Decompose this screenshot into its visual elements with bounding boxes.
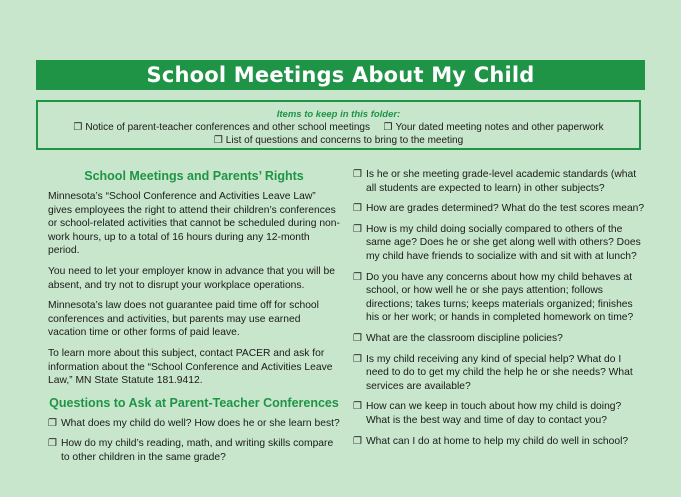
rights-paragraph: You need to let your employer know in advance that you will be absent, and try not to disrupt your workplace operations.	[48, 265, 335, 291]
questions-heading: Questions to Ask at Parent-Teacher Conferences	[49, 395, 339, 410]
question-item	[353, 353, 645, 394]
question-item	[48, 437, 340, 464]
folder-item: Your dated meeting notes and other paperwork	[395, 122, 604, 133]
checkbox-icon: ❐	[73, 122, 83, 133]
checkbox-icon: ❐	[353, 435, 362, 447]
question-item	[353, 271, 645, 325]
checkbox-icon: ❐	[383, 122, 393, 133]
question-text: Is he or she meeting grade-level academic standards (what all students are expected to learn) in other subjects?	[365, 169, 637, 194]
right-column	[353, 168, 645, 455]
question-text: How is my child doing socially compared to others of the same age? Does he or she get along well with others? Does my child have friends to socialize with and sit with at lunch?	[365, 223, 641, 262]
question-item	[353, 168, 645, 195]
checkbox-icon: ❐	[353, 332, 362, 344]
checkbox-icon: ❐	[213, 135, 223, 146]
left-column	[48, 168, 340, 472]
checkbox-icon: ❐	[48, 438, 57, 450]
question-text: Is my child receiving any kind of special help? What do I need to do to get my child the help he or she needs? What services are available?	[365, 353, 633, 392]
checkbox-icon: ❐	[353, 169, 362, 180]
rights-heading: School Meetings and Parents’ Rights	[84, 169, 304, 183]
page-title: School Meetings About My Child	[36, 60, 645, 90]
folder-line-1	[38, 121, 639, 134]
question-item	[48, 417, 340, 431]
folder-item: List of questions and concerns to bring to the meeting	[225, 135, 464, 146]
checkbox-icon: ❐	[353, 223, 362, 235]
checkbox-icon: ❐	[353, 203, 362, 215]
rights-paragraph: To learn more about this subject, contact PACER and ask for information about the “School Conference and Activities Leave Law,” MN State Statute 181.9412.	[48, 347, 333, 387]
question-text: How can we keep in touch about how my child is doing? What is the best way and time of day to contact you?	[365, 401, 622, 426]
rights-paragraph: Minnesota’s “School Conference and Activities Leave Law” gives employees the right to attend their children’s conferences or school-related activities that cannot be scheduled during non-work hours, up to a total of 16 hours during any 12-month period.	[48, 191, 340, 257]
folder-items-box	[36, 100, 641, 150]
question-item	[353, 400, 645, 427]
checkbox-icon: ❐	[353, 353, 362, 365]
checkbox-icon: ❐	[353, 271, 362, 283]
rights-paragraph: Minnesota’s law does not guarantee paid time off for school conferences and activities, but parents may use earned vacation time or other forms of paid leave.	[48, 300, 319, 339]
question-item	[353, 332, 645, 346]
question-text: What are the classroom discipline policies?	[365, 332, 563, 344]
folder-item: Notice of parent-teacher conferences and other school meetings	[85, 122, 370, 133]
question-item	[353, 202, 645, 216]
checkbox-icon: ❐	[353, 401, 362, 413]
question-text: How are grades determined? What do the test scores mean?	[365, 203, 645, 215]
question-text: What does my child do well? How does he or she learn best?	[60, 417, 340, 429]
folder-heading: Items to keep in this folder:	[276, 109, 401, 120]
question-text: What can I do at home to help my child do well in school?	[365, 435, 629, 447]
question-item	[353, 435, 645, 449]
question-text: How do my child’s reading, math, and writing skills compare to other children in the same grade?	[60, 438, 334, 463]
checkbox-icon: ❐	[48, 417, 57, 429]
folder-line-2	[38, 134, 639, 147]
question-item	[353, 223, 645, 264]
question-text: Do you have any concerns about how my child behaves at school, or how well he or she pays attention; follows directions; takes turns; keeps materials organized; finishes his or her work; or hands in completed homework on time?	[365, 271, 634, 324]
